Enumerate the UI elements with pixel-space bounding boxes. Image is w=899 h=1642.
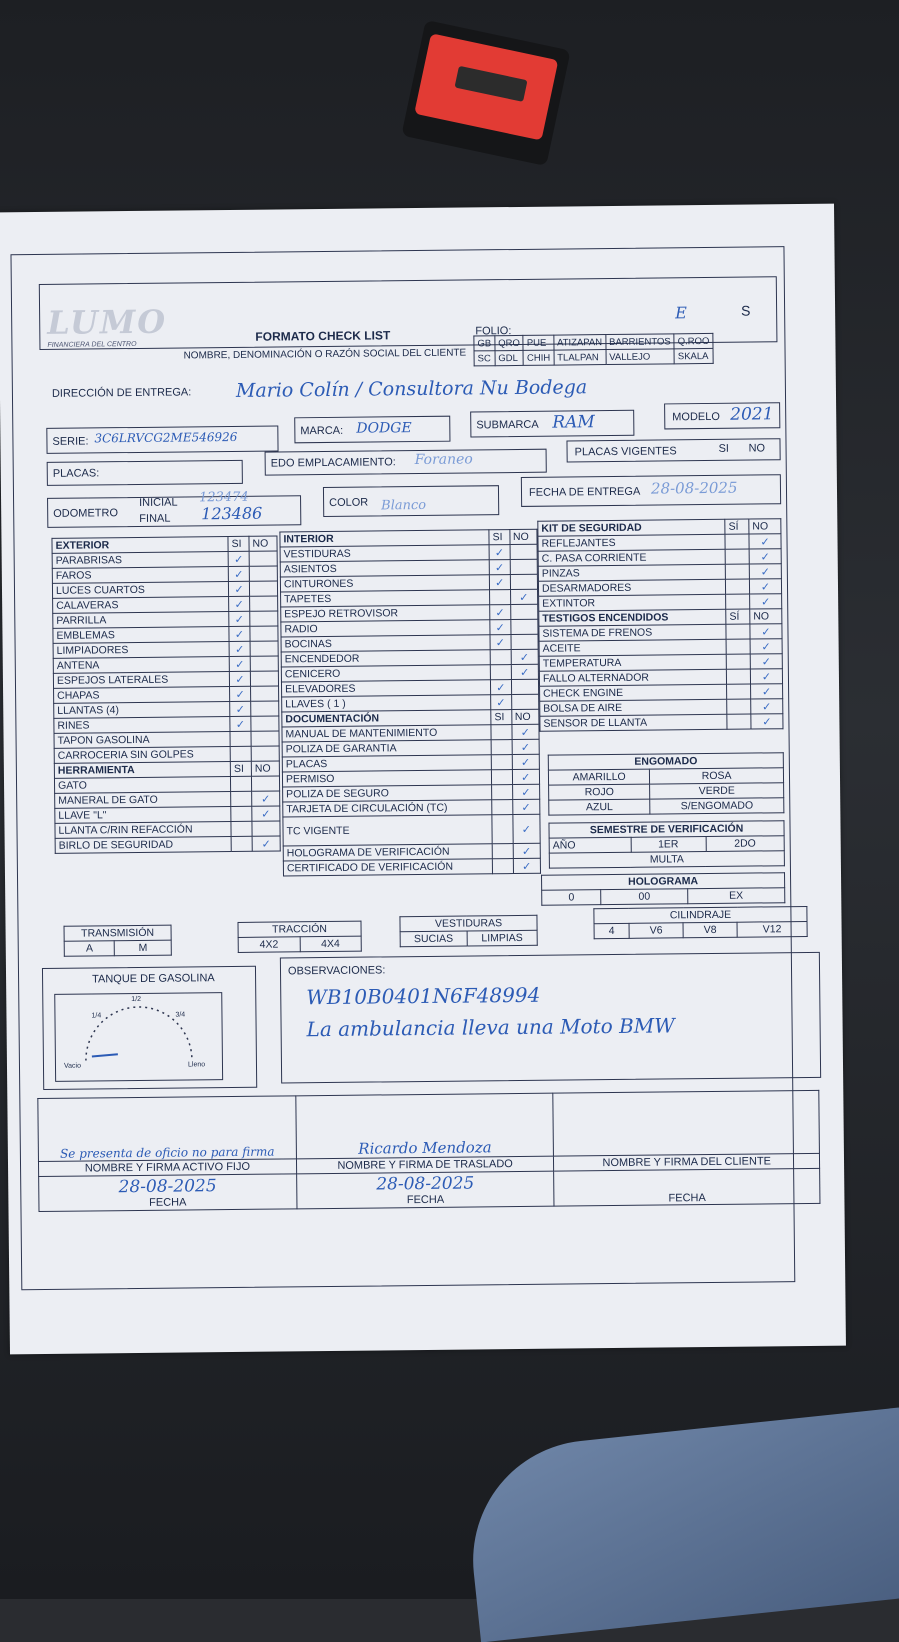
placas-vigentes-no: NO — [748, 442, 766, 455]
table-row: C. PASA CORRIENTE ✓ — [538, 549, 781, 567]
engomado-header: ENGOMADO — [548, 753, 783, 770]
branch: VALLEJO — [606, 349, 675, 365]
table-row: ACEITE ✓ — [539, 639, 782, 657]
table-row: SISTEMA DE FRENOS ✓ — [539, 624, 782, 642]
table-row: PERMISO ✓ — [282, 769, 539, 787]
cliente-label: NOMBRE Y FIRMA DEL CLIENTE — [554, 1153, 820, 1171]
testigos-no: NO — [750, 609, 782, 624]
fecha-entrega-value: 28-08-2025 — [650, 478, 738, 498]
exterior-table — [51, 536, 280, 854]
traslado-name: Ricardo Mendoza — [358, 1138, 492, 1158]
interior-si: SI — [489, 530, 510, 545]
observaciones-label: OBSERVACIONES: — [287, 964, 386, 978]
table-row: CERTIFICADO DE VERIFICACIÓN ✓ — [283, 858, 540, 876]
herramienta-header: HERRAMIENTA — [54, 762, 230, 779]
table-row: EXTINTOR ✓ — [539, 594, 782, 612]
final-label: FINAL — [139, 512, 171, 525]
branch: SC — [474, 351, 495, 366]
activo-label: NOMBRE Y FIRMA ACTIVO FIJO — [38, 1159, 296, 1177]
holograma-header: HOLOGRAMA — [542, 873, 785, 891]
inicial-label: INICIAL — [139, 496, 178, 509]
table-row: POLIZA DE SEGURO ✓ — [283, 784, 540, 802]
fecha-entrega-label: FECHA DE ENTREGA — [528, 485, 641, 499]
exterior-no: NO — [249, 536, 277, 551]
branch: ATIZAPAN — [553, 335, 605, 351]
semestre-header: SEMESTRE DE VERIFICACIÓN — [549, 821, 784, 838]
herramienta-no: NO — [251, 761, 279, 776]
firmas-table — [37, 1090, 820, 1212]
documentacion-no: NO — [511, 709, 539, 724]
corner-s: S — [741, 302, 751, 319]
documentacion-si: SI — [491, 710, 512, 725]
lumo-logo: LUMO — [47, 302, 168, 342]
table-row: GATO — [54, 776, 279, 793]
tanque-header: TANQUE DE GASOLINA — [92, 972, 215, 986]
table-row: SENSOR DE LLANTA ✓ — [540, 714, 783, 732]
table-row: CENICERO ✓ — [281, 664, 538, 682]
table-row: FALLO ALTERNADOR ✓ — [539, 669, 782, 687]
exterior-si: SI — [228, 536, 249, 551]
observaciones-line2: La ambulancia lleva una Moto BMW — [306, 1013, 675, 1042]
table-row: CHAPAS ✓ — [54, 686, 279, 703]
table-row: CHECK ENGINE ✓ — [540, 684, 783, 702]
engomado-table: ENGOMADO AMARILLO ROSA ROJO VERDE AZUL S/ENGOMADO — [548, 752, 785, 815]
traslado-fecha-label: FECHA — [406, 1193, 445, 1207]
form-title: FORMATO CHECK LIST — [255, 328, 391, 344]
table-row: POLIZA DE GARANTIA ✓ — [282, 739, 539, 757]
table-row: MANERAL DE GATO ✓ — [55, 791, 280, 808]
table-row: LLANTA C/RIN REFACCIÓN — [55, 821, 280, 838]
color-value: Blanco — [381, 497, 427, 514]
table-row: CARROCERIA SIN GOLPES — [54, 746, 279, 763]
vestiduras-table: VESTIDURAS SUCIAS LIMPIAS — [399, 915, 537, 947]
table-row: ELEVADORES ✓ — [281, 679, 538, 697]
exterior-header: EXTERIOR — [52, 537, 228, 554]
table-row: LLANTAS (4) ✓ — [54, 701, 279, 718]
cliente-cell — [553, 1090, 819, 1156]
table-row: PARRILLA ✓ — [53, 611, 278, 628]
checklist-paper — [0, 204, 846, 1355]
traccion-4x2: 4X2 — [238, 937, 300, 953]
semestre-table: SEMESTRE DE VERIFICACIÓN AÑO 1ER 2DO MULTA — [548, 820, 784, 868]
final-value: 123486 — [201, 503, 263, 524]
modelo-label: MODELO — [672, 410, 720, 424]
testigos-si: SÍ — [726, 609, 750, 624]
table-row: VESTIDURAS ✓ — [280, 544, 537, 562]
transmision-table: TRANSMISIÓN A M — [64, 925, 172, 957]
table-row: CALAVERAS ✓ — [53, 596, 278, 613]
table-row: BIRLO DE SEGURIDAD ✓ — [55, 836, 280, 853]
interior-header: INTERIOR — [280, 530, 489, 547]
folio-label: FOLIO: — [475, 325, 512, 338]
corner-e-mark: E — [675, 303, 687, 323]
activo-fijo-cell — [38, 1096, 296, 1162]
table-row: TAPON GASOLINA — [54, 731, 279, 748]
documentacion-header: DOCUMENTACIÓN — [282, 710, 491, 727]
submarca-value: RAM — [552, 412, 595, 433]
table-row: LLAVE "L" ✓ — [55, 806, 280, 823]
branch: GB — [474, 336, 495, 351]
interior-table — [279, 529, 541, 877]
table-row: LIMPIADORES ✓ — [53, 641, 278, 658]
table-row: TC VIGENTE ✓ — [283, 814, 540, 846]
observaciones-line1: WB10B0401N6F48994 — [306, 982, 541, 1010]
table-row: FAROS ✓ — [52, 566, 277, 583]
branch: GDL — [495, 350, 524, 365]
edo-label: EDO EMPLACAMIENTO: — [270, 456, 396, 470]
fuel-gauge: 1/2 1/4 3/4 Vacio Lleno — [54, 992, 223, 1082]
serie-value: 3C6LRVCG2ME546926 — [94, 429, 238, 446]
branches-table — [473, 333, 713, 367]
color-label: COLOR — [329, 496, 369, 509]
razon-social-label: NOMBRE, DENOMINACIÓN O RAZÓN SOCIAL DEL CLIENTE — [183, 347, 467, 362]
table-row: BOCINAS ✓ — [281, 634, 538, 652]
table-row: PLACAS ✓ — [282, 754, 539, 772]
table-row: EMBLEMAS ✓ — [53, 626, 278, 643]
placas-label: PLACAS: — [52, 467, 100, 480]
table-row: TEMPERATURA ✓ — [539, 654, 782, 672]
branch: PUE — [523, 335, 553, 350]
activo-fecha-label: FECHA — [149, 1196, 187, 1209]
cilindraje-table: CILINDRAJE 4 V6 V8 V12 — [593, 906, 807, 939]
table-row: RADIO ✓ — [281, 619, 538, 637]
table-row: LUCES CUARTOS ✓ — [52, 581, 277, 598]
activo-fecha-value: 28-08-2025 — [118, 1176, 217, 1198]
holograma-table: HOLOGRAMA 0 00 EX — [541, 872, 785, 906]
branch: Q.ROO — [674, 333, 713, 348]
interior-no: NO — [509, 529, 537, 544]
table-row: HOLOGRAMA DE VERIFICACIÓN ✓ — [283, 843, 540, 861]
branch: BARRIENTOS — [606, 334, 675, 350]
traslado-fecha-value: 28-08-2025 — [376, 1173, 475, 1195]
traslado-cell — [296, 1093, 554, 1159]
table-row: PARABRISAS ✓ — [52, 551, 277, 568]
marca-label: MARCA: — [300, 424, 344, 438]
herramienta-si: SI — [230, 761, 251, 776]
table-row: REFLEJANTES ✓ — [538, 534, 781, 552]
submarca-label: SUBMARCA — [476, 418, 539, 432]
table-row: MANUAL DE MANTENIMIENTO ✓ — [282, 724, 539, 742]
activo-note: Se presenta de oficio no para firma — [59, 1144, 275, 1161]
edo-value: Foraneo — [414, 451, 473, 469]
cliente-fecha-label: FECHA — [668, 1192, 706, 1205]
table-row: ESPEJO RETROVISOR ✓ — [281, 604, 538, 622]
traslado-label: NOMBRE Y FIRMA DE TRASLADO — [296, 1156, 554, 1174]
table-row: ASIENTOS ✓ — [280, 559, 537, 577]
table-row: BOLSA DE AIRE ✓ — [540, 699, 783, 717]
table-row: CINTURONES ✓ — [280, 574, 537, 592]
table-row: DESARMADORES ✓ — [538, 579, 781, 597]
kit-header: KIT DE SEGURIDAD — [538, 519, 725, 536]
kit-no: NO — [749, 519, 781, 534]
serie-label: SERIE: — [52, 435, 89, 448]
logo-subtitle: FINANCIERA DEL CENTRO — [47, 340, 137, 349]
marca-value: DODGE — [356, 420, 412, 437]
table-row: ENCENDEDOR ✓ — [281, 649, 538, 667]
placas-vigentes-si: SI — [718, 442, 730, 455]
table-row: LLAVES ( 1 ) ✓ — [282, 694, 539, 712]
odometro-label: ODOMETRO — [53, 507, 119, 520]
table-row: ESPEJOS LATERALES ✓ — [53, 671, 278, 688]
branch: TLALPAN — [554, 350, 606, 366]
branch: QRO — [495, 335, 524, 350]
traccion-table: TRACCIÓN 4X2 4X4 — [237, 921, 361, 953]
table-row: ANTENA ✓ — [53, 656, 278, 673]
branch: CHIH — [523, 350, 553, 365]
table-row: TARJETA DE CIRCULACIÓN (TC) ✓ — [283, 799, 540, 817]
direccion-label: DIRECCIÓN DE ENTREGA: — [51, 386, 192, 400]
placas-vigentes-label: PLACAS VIGENTES — [574, 445, 677, 459]
transmision-a: A — [64, 941, 115, 957]
modelo-value: 2021 — [730, 404, 774, 425]
branch: SKALA — [674, 348, 713, 363]
inicial-value: 123474 — [198, 489, 249, 506]
table-row: TAPETES ✓ — [281, 589, 538, 607]
table-row: PINZAS ✓ — [538, 564, 781, 582]
kit-si: SÍ — [725, 519, 749, 534]
table-row: RINES ✓ — [54, 716, 279, 733]
kit-table — [537, 518, 783, 732]
direccion-value: Mario Colín / Consultora Nu Bodega — [235, 376, 588, 402]
testigos-header: TESTIGOS ENCENDIDOS — [539, 609, 726, 626]
